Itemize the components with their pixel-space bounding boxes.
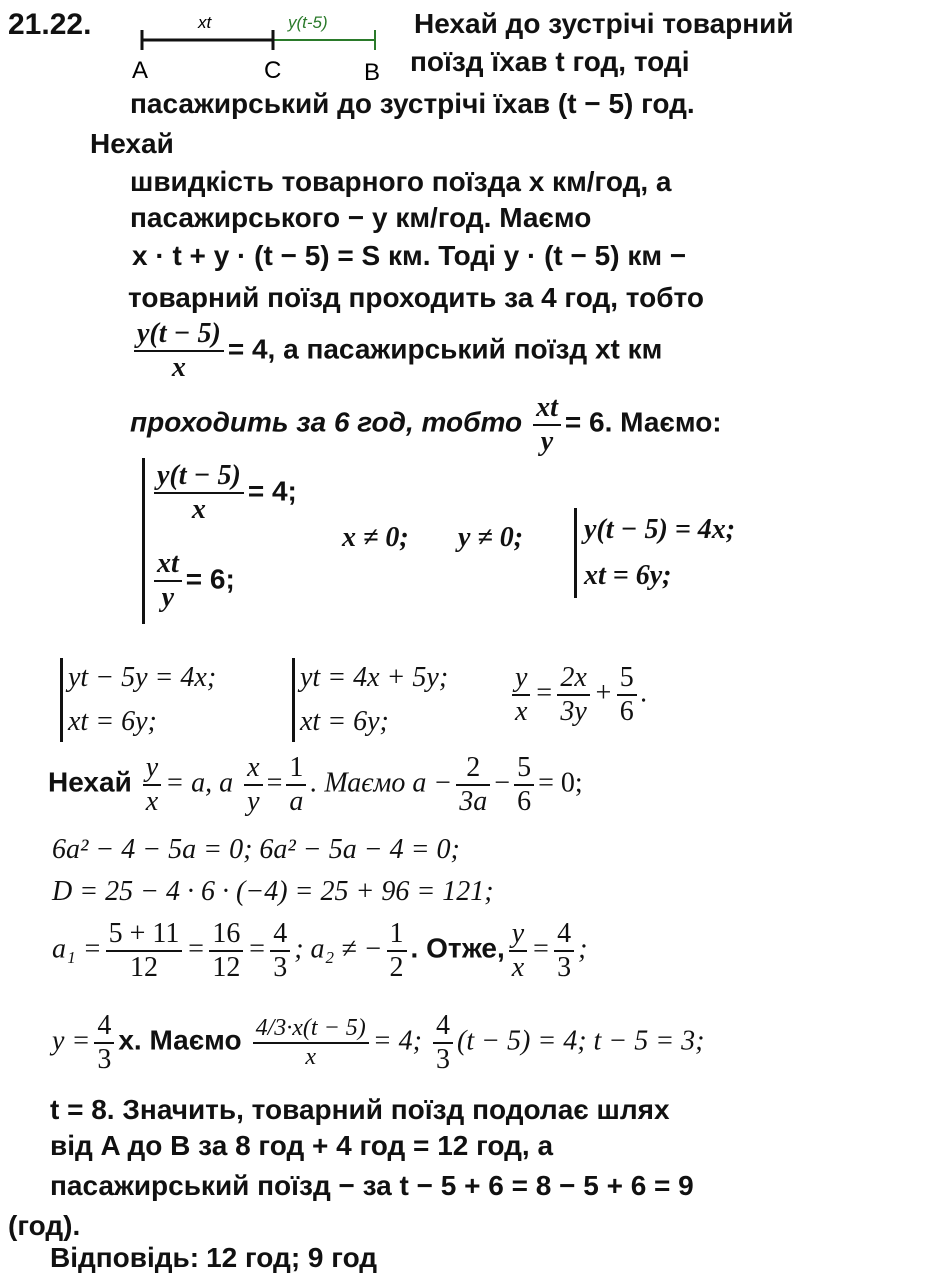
fraction-y-over-x <box>512 662 530 728</box>
intro-line-2: поїзд їхав t год, тоді <box>410 46 690 77</box>
fraction-y-over-x <box>509 918 527 984</box>
fraction-denominator: 3y <box>560 696 587 728</box>
fraction-denominator: 3 <box>436 1044 450 1076</box>
conclusion-line-1: t = 8. Значить, товарний поїзд подолає шлях <box>50 1094 670 1125</box>
system1b-eq1: y(t − 5) = 4x; <box>584 514 736 545</box>
fraction-numerator: xt <box>154 548 182 582</box>
fraction-1-over-2 <box>387 918 407 984</box>
fraction-4-over-3 <box>554 918 574 984</box>
fraction-2x-over-3y <box>557 662 589 728</box>
system2a-brace <box>60 658 63 742</box>
system1b-brace <box>574 508 577 598</box>
have-a-minus: . Маємо a − <box>310 767 453 799</box>
fraction-denominator: 6 <box>517 786 532 818</box>
fraction-numerator: y <box>512 662 530 696</box>
passenger-fraction-row <box>130 392 722 458</box>
fraction-denominator: 2 <box>389 952 404 984</box>
equation-line: x · t + y · (t − 5) = S км. Тоді y · (t − 5) км − <box>132 240 687 271</box>
fraction-denominator: x <box>515 696 528 728</box>
fraction-denominator: 3a <box>459 786 488 818</box>
system2b-brace <box>292 658 295 742</box>
equals-sign: = <box>247 933 267 965</box>
fraction-numerator: y <box>143 752 161 786</box>
system1-eq2 <box>150 548 235 614</box>
fraction-5-over-6 <box>617 662 637 728</box>
fraction-big <box>253 1015 369 1072</box>
fraction-4-over-3 <box>94 1010 114 1076</box>
system1b-eq2: xt = 6y; <box>584 560 672 591</box>
system2a-eq1: yt − 5y = 4x; <box>68 662 217 693</box>
fraction-5-11-over-12 <box>106 918 183 984</box>
quadratic-line: 6a² − 4 − 5a = 0; 6a² − 5a − 4 = 0; <box>52 834 460 865</box>
fraction-numerator: 2 <box>456 752 490 786</box>
fraction-denominator: 3 <box>557 952 572 984</box>
fraction-denominator: x <box>145 786 159 818</box>
fraction-numerator: y(t − 5) <box>134 318 224 352</box>
speed-line-1: швидкість товарного поїзда x км/год, а <box>130 166 672 197</box>
fraction-numerator: y <box>509 918 527 952</box>
system1-brace <box>142 458 145 624</box>
ratio-equation <box>508 662 648 728</box>
intro-line-3: пасажирський до зустрічі їхав (t − 5) год. <box>130 88 695 119</box>
problem-number: 21.22. <box>8 8 92 41</box>
substitution-row <box>48 752 583 818</box>
fraction-denominator: y <box>247 786 260 818</box>
answer-row <box>50 1244 377 1273</box>
fraction-1-over-a <box>286 752 306 818</box>
let-word: Нехай <box>48 766 132 798</box>
a1-label: a₁ = <box>52 933 102 965</box>
equals-4: = 4; <box>372 1025 422 1057</box>
period: . <box>640 677 648 709</box>
fraction-denominator: 12 <box>130 952 159 984</box>
fraction-4-over-3 <box>270 918 290 984</box>
conclusion-line-4: (год). <box>8 1210 81 1241</box>
roots-row <box>52 918 587 984</box>
system2b-eq1: yt = 4x + 5y; <box>300 662 449 693</box>
fraction-5-over-6 <box>514 752 534 818</box>
a2-label: ; a₂ ≠ − <box>294 933 383 965</box>
final-eq-row <box>52 1010 704 1076</box>
answer-label: Відповідь: <box>50 1242 200 1273</box>
semicolon: ; <box>578 933 588 965</box>
fraction-denominator: y <box>161 582 175 614</box>
discriminant-line: D = 25 − 4 · 6 · (−4) = 25 + 96 = 121; <box>52 876 494 907</box>
fraction-denominator: 3 <box>97 1044 112 1076</box>
equals-a: = a, а <box>165 767 234 799</box>
label-b: B <box>364 59 381 83</box>
fraction-numerator: xt <box>533 392 561 426</box>
answer-value: 12 год; 9 год <box>206 1242 378 1273</box>
fraction-numerator: 5 + 11 <box>106 918 183 952</box>
system1-eq1-rhs: = 4; <box>247 475 297 507</box>
system1-eq1 <box>150 460 297 526</box>
passenger-line-3: = 6. Маємо: <box>564 406 722 438</box>
paren-equation: (t − 5) = 4; t − 5 = 3; <box>457 1025 705 1057</box>
passenger-line-2: проходить за 6 год, тобто <box>130 406 523 438</box>
x-have: x. Маємо <box>118 1024 242 1056</box>
fraction-numerator: 16 <box>209 918 243 952</box>
fraction-xt-over-y <box>533 392 561 458</box>
fraction-yt5-over-x <box>154 460 244 526</box>
fraction-numerator: 5 <box>617 662 637 696</box>
fraction-denominator: 3 <box>273 952 288 984</box>
fraction-yt5-over-x <box>134 318 224 384</box>
fraction-x-over-y <box>244 752 262 818</box>
fraction-denominator: x <box>305 1044 317 1071</box>
fraction-2-over-3a <box>456 752 490 818</box>
passenger-line-1: = 4, а пасажирський поїзд xt км <box>227 333 663 365</box>
label-xt: xt <box>198 13 212 32</box>
equals-zero: = 0; <box>538 767 583 799</box>
fraction-denominator: 12 <box>212 952 241 984</box>
fraction-denominator: y <box>540 426 554 458</box>
label-yt5: y(t-5) <box>288 13 328 32</box>
equals-sign: = <box>266 767 283 799</box>
fraction-denominator: x <box>511 952 525 984</box>
distance-diagram <box>130 8 390 83</box>
equals-sign: = <box>531 933 551 965</box>
system2a-eq2: xt = 6y; <box>68 706 157 737</box>
so-word: . Отже, <box>410 932 505 964</box>
condition-y: y ≠ 0; <box>458 522 524 553</box>
freight-fraction-row <box>130 318 662 384</box>
fraction-numerator: x <box>244 752 262 786</box>
conclusion-line-3: пасажирський поїзд − за t − 5 + 6 = 8 − 5 + 6 = 9 <box>50 1170 694 1201</box>
fraction-numerator: 2x <box>557 662 589 696</box>
fraction-16-over-12 <box>209 918 243 984</box>
equals-sign: = <box>534 677 554 709</box>
system2b-eq2: xt = 6y; <box>300 706 389 737</box>
fraction-denominator: a <box>289 786 304 818</box>
intro-line-1: Нехай до зустрічі товарний <box>414 8 794 39</box>
fraction-numerator: 4 <box>270 918 290 952</box>
equals-sign: = <box>186 933 206 965</box>
fraction-numerator: 1 <box>387 918 407 952</box>
fraction-numerator: 4 <box>94 1010 114 1044</box>
fraction-denominator: 6 <box>619 696 634 728</box>
conclusion-line-2: від A до B за 8 год + 4 год = 12 год, а <box>50 1130 554 1161</box>
fraction-xt-over-y <box>154 548 182 614</box>
minus-sign: − <box>494 767 511 799</box>
fraction-numerator: 4 <box>433 1010 453 1044</box>
fraction-y-over-x <box>143 752 161 818</box>
y-equals: y = <box>52 1025 91 1057</box>
system1-eq2-rhs: = 6; <box>185 563 235 595</box>
intro-line-4: Нехай <box>90 128 174 159</box>
freight-line: товарний поїзд проходить за 4 год, тобто <box>128 282 704 313</box>
fraction-numerator: 1 <box>286 752 306 786</box>
plus-sign: + <box>593 677 613 709</box>
label-c: C <box>264 57 282 83</box>
condition-x: x ≠ 0; <box>342 522 409 553</box>
fraction-numerator: 4/3·x(t − 5) <box>253 1015 369 1045</box>
label-a: A <box>132 57 149 83</box>
fraction-4-over-3 <box>433 1010 453 1076</box>
fraction-denominator: x <box>171 352 186 384</box>
fraction-numerator: 4 <box>554 918 574 952</box>
fraction-numerator: y(t − 5) <box>154 460 244 494</box>
speed-line-2: пасажирського − y км/год. Маємо <box>130 202 592 233</box>
fraction-denominator: x <box>191 494 206 526</box>
fraction-numerator: 5 <box>514 752 534 786</box>
